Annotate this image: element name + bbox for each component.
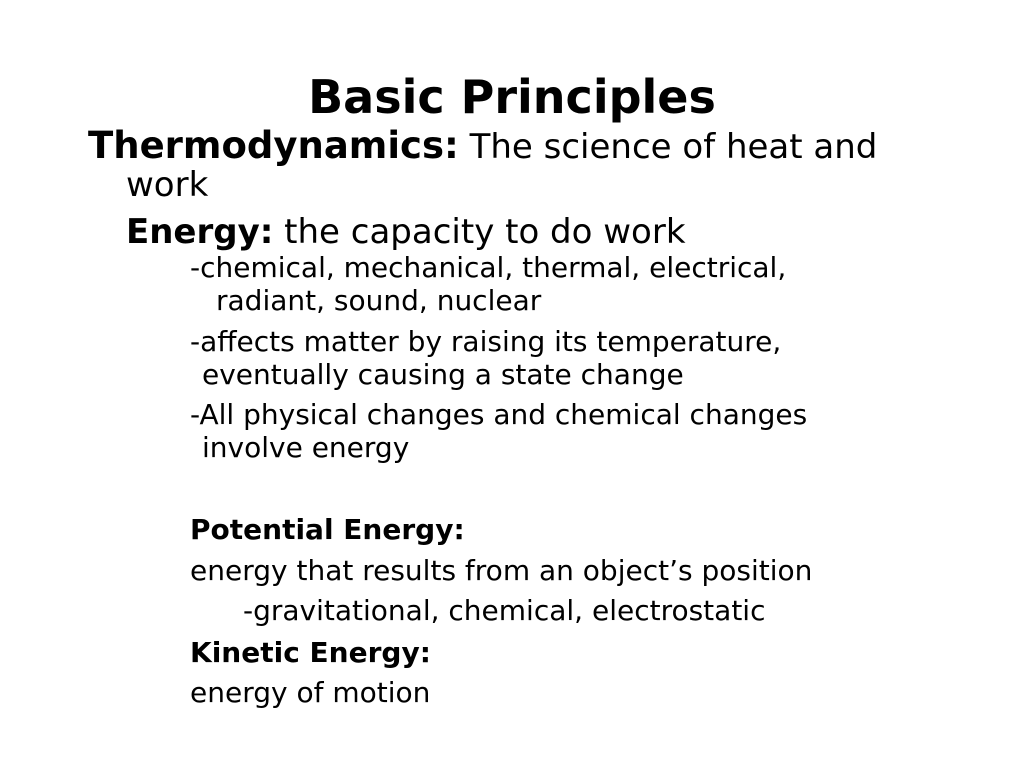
slide-title: Basic Principles <box>308 70 716 124</box>
thermodynamics-term: Thermodynamics: <box>88 124 459 167</box>
energy-definition: the capacity to do work <box>273 212 686 252</box>
energy-point-3-line-2: involve energy <box>202 431 410 464</box>
kinetic-energy-definition: energy of motion <box>190 676 431 709</box>
potential-energy-heading: Potential Energy: <box>190 513 465 546</box>
potential-energy-examples: -gravitational, chemical, electrostatic <box>243 594 766 627</box>
thermodynamics-definition-continued: work <box>126 165 209 205</box>
thermodynamics-line <box>88 124 878 167</box>
energy-point-2-line-1: -affects matter by raising its temperature, <box>190 325 782 358</box>
energy-point-2-line-2: eventually causing a state change <box>202 358 684 391</box>
energy-term: Energy: <box>126 212 274 252</box>
energy-point-3-line-1: -All physical changes and chemical changes <box>190 398 808 431</box>
energy-point-1-line-2: radiant, sound, nuclear <box>216 284 542 317</box>
potential-energy-definition: energy that results from an object’s position <box>190 554 813 587</box>
energy-point-1-line-1: -chemical, mechanical, thermal, electrical, <box>190 251 787 284</box>
kinetic-energy-heading: Kinetic Energy: <box>190 636 431 669</box>
energy-line <box>126 212 686 252</box>
thermodynamics-definition: The science of heat and <box>458 127 878 167</box>
